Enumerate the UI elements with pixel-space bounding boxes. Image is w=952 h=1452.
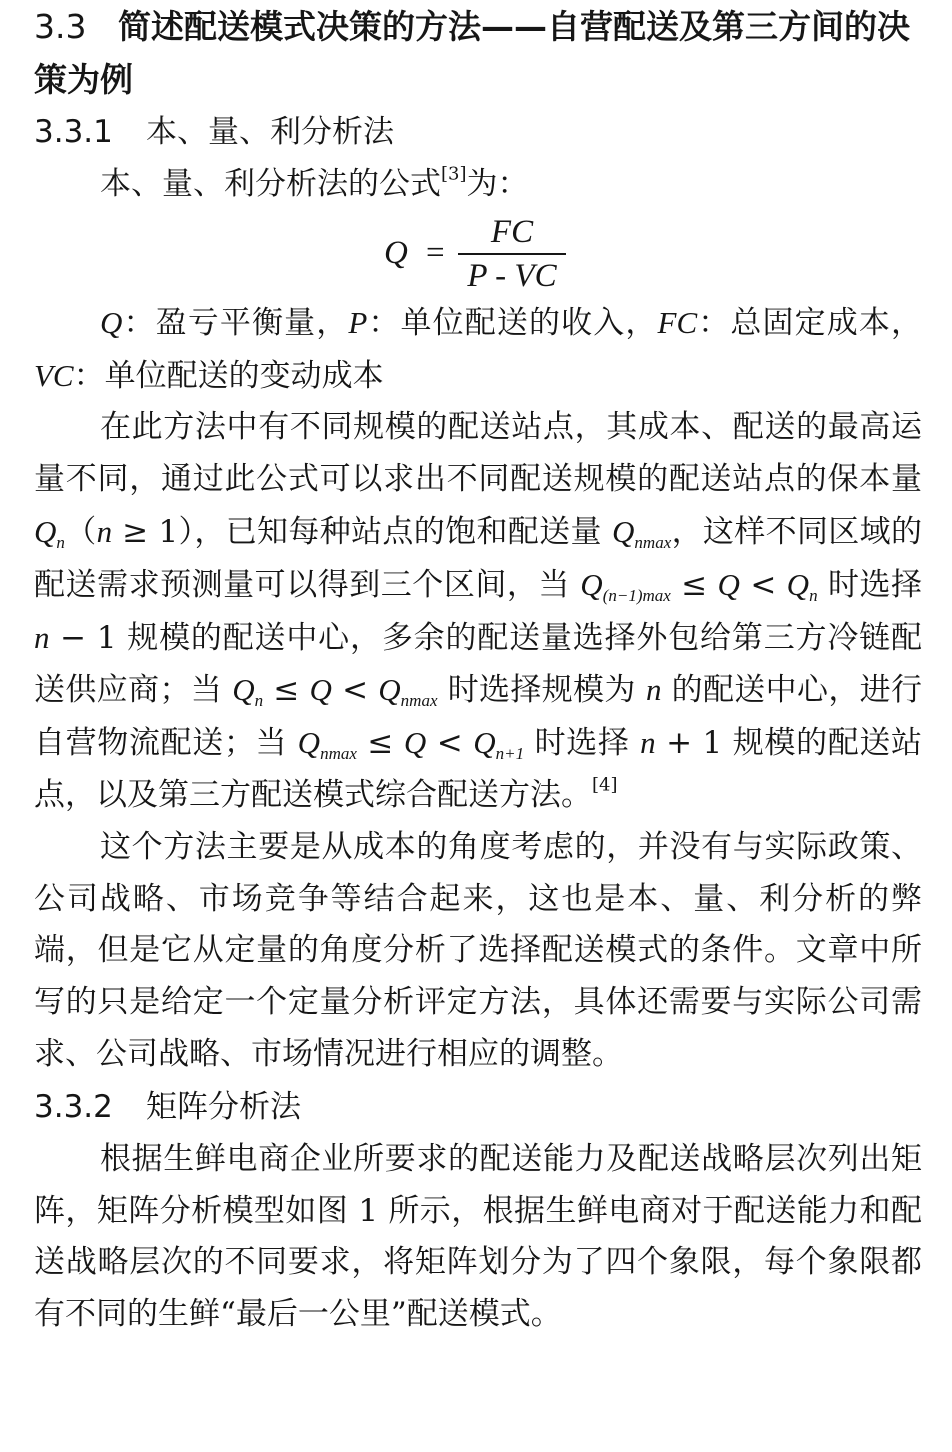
sym-q: Q [378,672,401,708]
var-vc: VC [34,357,74,393]
section-heading [34,0,922,106]
p1-text-9: 规模的配送站点，以及第三方配送模式综合配送方法。 [34,725,923,813]
p1-cond: ≥ 1 [112,513,179,550]
breakeven-formula [34,211,922,297]
p1-text-5: 规模的配送中心，多余的配送量选择外包给第三方冷链配送供应商；当 [34,619,923,709]
formula-intro [34,159,922,211]
sym-n: n [34,619,50,655]
sym-sub: nmax [400,691,438,711]
body-paragraph-2: 这个方法主要是从成本的角度考虑的，并没有与实际政策、公司战略、市场竞争等结合起来，这也是本、量、利分析的弊端，但是它从定量的角度分析了选择配送模式的条件。文章中所写的只是给定一个定量分析评定方法，具体还需要与实际公司需求、公司战略、市场情况进行相应的调整。 [34,828,922,1072]
var-q-desc: ：盈亏平衡量， [122,304,349,341]
subsection-heading-1 [34,106,922,159]
var-p-desc: ：单位配送的收入， [367,304,658,341]
subsection-heading-2 [34,1081,922,1134]
op-le: ≤ [263,672,310,709]
op-plus: + 1 [655,725,723,762]
paper-page [34,0,922,1341]
subsection-number-1: 3.3.1 [34,114,113,150]
subsection-title-2: 矩阵分析法 [146,1088,301,1125]
p1-text-8: 时选择 [524,725,641,762]
p1-text-3: ，这样不同区域的配送需求预测量可以得到三个区间，当 [34,513,922,603]
sym-q: Q [403,725,427,761]
sym-n: n [645,672,662,708]
sym-sub: n [56,532,65,552]
sym-q: Q [309,672,332,708]
sym-q: Q [612,513,635,549]
citation-3: [3] [441,163,467,185]
var-q: Q [100,304,123,340]
formula-fraction [458,213,566,295]
sym-q: Q [34,513,57,549]
p1-text-2: ），已知每种站点的饱和配送量 [178,513,613,550]
sym-sub: n [254,691,264,711]
sym-q: Q [580,566,603,602]
sym-q: Q [297,725,321,761]
sym-q: Q [717,566,740,602]
citation-4: [4] [592,774,618,796]
formula-equals: = [426,234,445,271]
op-minus: − 1 [49,619,117,656]
var-fc: FC [657,304,698,340]
p1-text-6: 时选择规模为 [437,672,646,709]
var-vc-desc: ：单位配送的变动成本 [73,357,384,394]
sym-sub: n [809,585,818,605]
sym-q: Q [232,672,255,708]
sym-sub: nmax [320,744,357,764]
var-fc-desc: ：总固定成本， [697,304,923,341]
sym-n: n [96,513,113,549]
var-p: P [348,304,368,340]
intro-text: 本、量、利分析法的公式 [100,166,441,202]
body-paragraph-1 [34,402,922,821]
op-lt: < [739,566,787,603]
subsection-title-1: 本、量、利分析法 [146,114,394,150]
op-lt: < [426,725,474,762]
op-le: ≤ [670,566,718,603]
sym-sub: (n−1)max [602,585,671,605]
p1-paren: （ [64,513,97,550]
subsection-number-2: 3.3.2 [34,1088,113,1125]
op-lt: < [331,672,379,709]
sym-sub: n+1 [495,744,525,764]
body-paragraph-3: 根据生鲜电商企业所要求的配送能力及配送战略层次列出矩阵，矩阵分析模型如图 1 所示，根据生鲜电商对于配送能力和配送战略层次的不同要求，将矩阵划分为了四个象限，每个象限都有不同的生鲜“最后一公里”配送模式。 [34,1140,922,1333]
formula-denominator: P - VC [467,257,557,294]
p1-text-4: 时选择 [817,566,922,603]
sym-sub: nmax [634,532,672,552]
section-title: 简述配送模式决策的方法——自营配送及第三方间的决策为例 [34,7,910,99]
sym-n: n [640,725,656,761]
p1-text-7: 的配送中心，进行自营物流配送；当 [34,672,923,762]
variable-definitions [34,297,922,403]
formula-numerator: FC [490,213,534,250]
sym-q: Q [786,566,810,602]
fraction-bar [458,253,566,255]
section-number: 3.3 [34,7,87,46]
intro-tail: 为： [466,166,529,202]
formula-lhs: Q [384,234,408,271]
op-le: ≤ [356,725,404,762]
sym-q: Q [473,725,496,761]
p1-text-1: 在此方法中有不同规模的配送站点，其成本、配送的最高运量不同，通过此公式可以求出不同配送规模的配送站点的保本量 [34,409,922,498]
